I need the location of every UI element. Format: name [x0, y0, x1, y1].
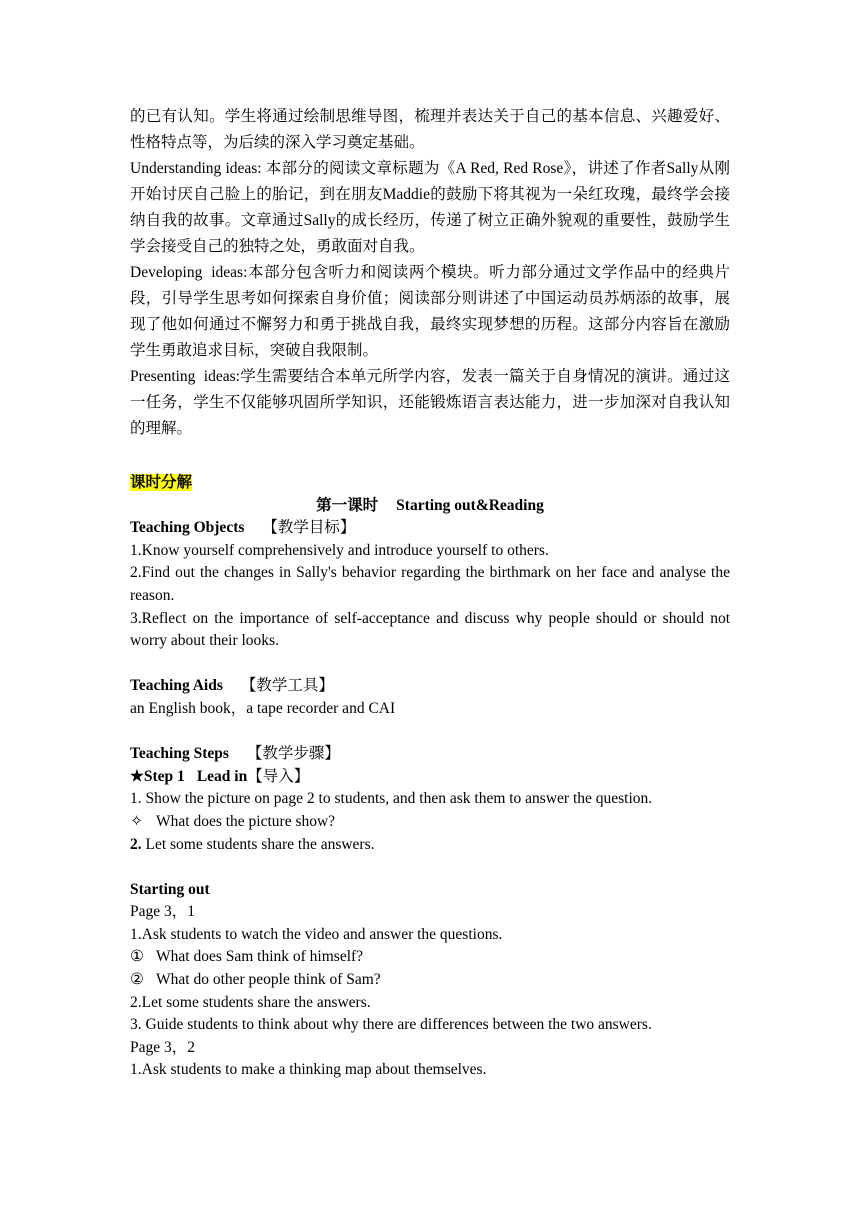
starting-out-page-1: Page 3，1: [130, 903, 196, 921]
presenting-ideas-text: 学生需要结合本单元所学内容，发表一篇关于自身情况的演讲。通过这一任务，学生不仅能够巩固所学知识，还能锻炼语言表达能力，进一步加深对自我认知的理解。: [130, 368, 730, 437]
lesson-title: [130, 495, 730, 518]
developing-ideas-paragraph: [130, 260, 730, 364]
teaching-aids-label: Teaching Aids: [130, 677, 223, 695]
step-1-cn: 【导入】: [247, 767, 310, 785]
teaching-objects-cn: 【教学目标】: [262, 519, 356, 537]
teaching-aids-heading: [130, 675, 730, 698]
teaching-steps-label: Teaching Steps: [130, 745, 229, 763]
starting-out-instruction-1: 1.Ask students to watch the video and answer the questions.: [130, 925, 503, 943]
circled-one-icon: ①: [130, 948, 144, 966]
question-1-text: What does Sam think of himself?: [156, 948, 364, 966]
teaching-steps-cn: 【教学步骤】: [246, 745, 340, 763]
understanding-ideas-text: 本部分的阅读文章标题为《A Red, Red Rose》，讲述了作者Sally从刚开始讨厌自己脸上的胎记，到在朋友Maddie的鼓励下将其视为一朵红玫瑰，最终学会接纳自我的故事。文章通过Sally的成长经历，传递了树立正确外貌观的重要性，鼓励学生学会接受自己的独特之处，勇敢面对自我。: [130, 160, 730, 255]
teaching-objects-label: Teaching Objects: [130, 519, 245, 537]
step-1-line-1: 1. Show the picture on page 2 to students, and then ask them to answer the question.: [130, 790, 653, 808]
circled-two-icon: ②: [130, 971, 144, 989]
starting-out-instruction-2: 2.Let some students share the answers.: [130, 993, 371, 1011]
step-1-title: Lead in: [196, 767, 248, 785]
objective-item-3: 3.Reflect on the importance of self-acceptance and discuss why people should or should not worry about their looks.: [130, 609, 730, 650]
presenting-ideas-label: Presenting ideas:: [130, 368, 240, 385]
starting-out-heading: Starting out: [130, 880, 210, 898]
understanding-ideas-paragraph: [130, 156, 730, 260]
step-1-line-2: [130, 834, 730, 857]
starting-out-instruction-4: 1.Ask students to make a thinking map about themselves.: [130, 1061, 487, 1079]
step-1-bullet-text: What does the picture show?: [156, 812, 336, 830]
teaching-steps-heading: [130, 743, 730, 766]
starting-out-instruction-3: 3. Guide students to think about why there are differences between the two answers.: [130, 1016, 652, 1034]
teaching-objects-heading: [130, 517, 730, 540]
question-2-text: What do other people think of Sam?: [156, 971, 381, 989]
starting-out-question-1: [130, 946, 730, 969]
developing-ideas-label: Developing ideas:: [130, 264, 248, 281]
step-1-label: ★Step 1: [130, 767, 185, 785]
step-1-bullet: [130, 811, 730, 834]
starting-out-question-2: [130, 969, 730, 992]
intro-paragraph: 的已有认知。学生将通过绘制思维导图，梳理并表达关于自己的基本信息、兴趣爱好、性格特点等，为后续的深入学习奠定基础。: [130, 108, 730, 151]
lesson-title-cn: 第一课时: [316, 496, 379, 514]
presenting-ideas-paragraph: [130, 364, 730, 442]
section-heading: [130, 472, 730, 495]
document-page: [130, 104, 730, 1082]
teaching-aids-cn: 【教学工具】: [240, 677, 334, 695]
step-1-heading: [130, 766, 730, 789]
starting-out-page-2: Page 3，2: [130, 1038, 196, 1056]
developing-ideas-text: 本部分包含听力和阅读两个模块。听力部分通过文学作品中的经典片段，引导学生思考如何探索自身价值；阅读部分则讲述了中国运动员苏炳添的故事，展现了他如何通过不懈努力和勇于挑战自我，最终实现梦想的历程。这部分内容旨在激励学生勇敢追求目标，突破自我限制。: [130, 264, 730, 359]
teaching-aids-text: an English book，a tape recorder and CAI: [130, 699, 396, 717]
step-1-line-2-number: 2.: [130, 835, 142, 853]
understanding-ideas-label: Understanding ideas:: [130, 160, 262, 177]
step-1-line-2-text: Let some students share the answers.: [141, 835, 375, 853]
objective-item-2: 2.Find out the changes in Sally's behavior regarding the birthmark on her face and analyse the reason.: [130, 564, 730, 604]
diamond-star-icon: ✧: [130, 812, 143, 830]
objective-item-1: 1.Know yourself comprehensively and introduce yourself to others.: [130, 541, 549, 559]
section-highlight: 课时分解: [130, 474, 193, 491]
lesson-title-en: Starting out&Reading: [396, 496, 544, 514]
